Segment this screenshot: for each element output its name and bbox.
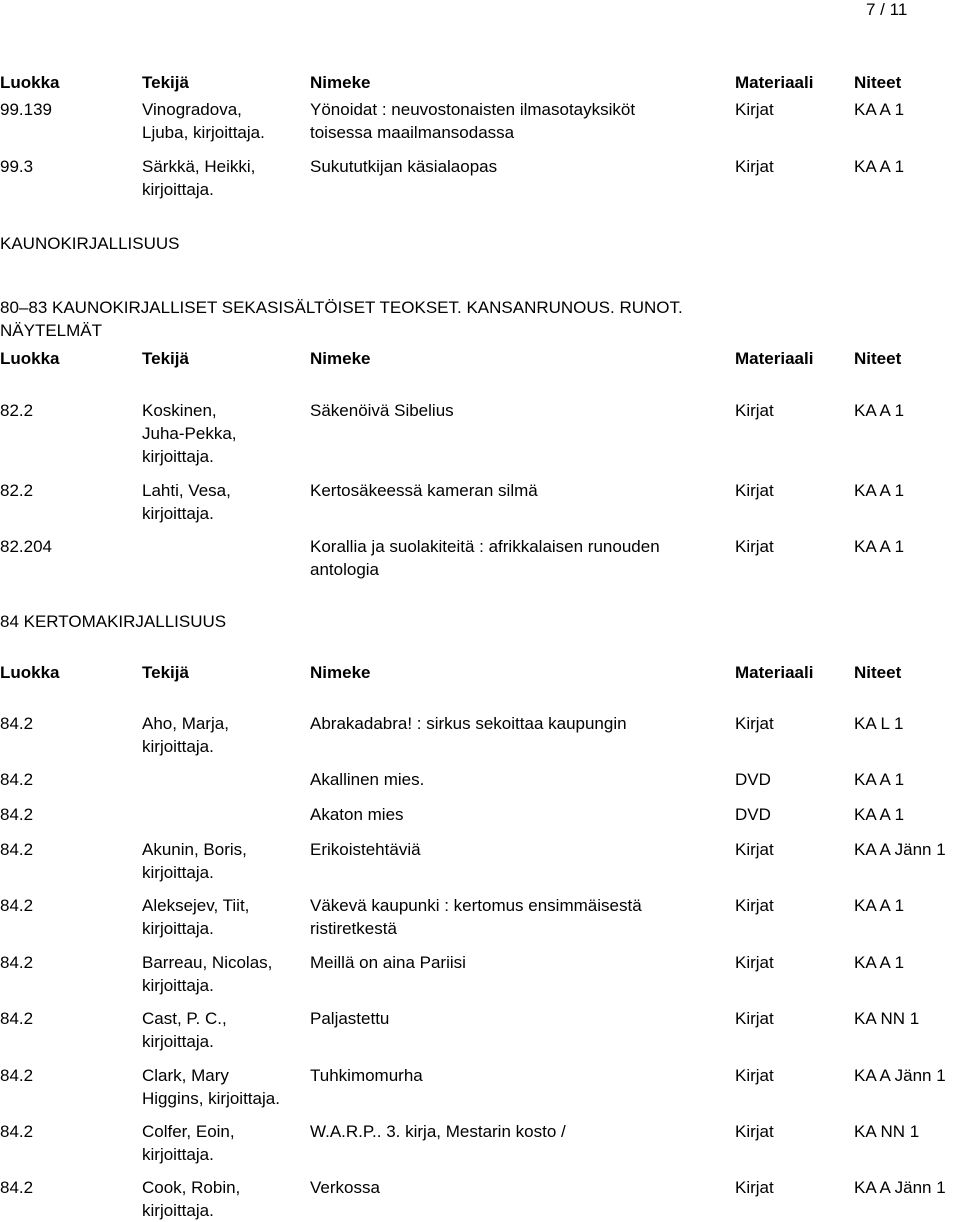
luokka-cell: 82.204 bbox=[0, 537, 52, 556]
header-luokka: Luokka bbox=[0, 73, 60, 92]
tekija-cell: Barreau, Nicolas, bbox=[142, 953, 273, 972]
niteet-cell: KA A 1 bbox=[854, 953, 905, 972]
nimeke-cell: Tuhkimomurha bbox=[310, 1066, 423, 1085]
niteet-cell: KA A 1 bbox=[854, 805, 905, 824]
niteet-cell: KA A 1 bbox=[854, 896, 905, 915]
materiaali-cell: Kirjat bbox=[735, 1066, 774, 1085]
header-materiaali: Materiaali bbox=[735, 349, 814, 368]
tekija-cell: kirjoittaja. bbox=[142, 447, 214, 466]
niteet-cell: KA A 1 bbox=[854, 100, 905, 119]
tekija-cell: kirjoittaja. bbox=[142, 1032, 214, 1051]
niteet-cell: KA A 1 bbox=[854, 770, 905, 789]
luokka-cell: 84.2 bbox=[0, 1066, 34, 1085]
tekija-cell: kirjoittaja. bbox=[142, 1145, 214, 1164]
materiaali-cell: Kirjat bbox=[735, 481, 774, 500]
materiaali-cell: DVD bbox=[735, 805, 771, 824]
luokka-cell: 84.2 bbox=[0, 840, 34, 859]
materiaali-cell: Kirjat bbox=[735, 840, 774, 859]
header-nimeke: Nimeke bbox=[310, 663, 371, 682]
tekija-cell: Cook, Robin, bbox=[142, 1178, 241, 1197]
section-heading: KAUNOKIRJALLISUUS bbox=[0, 234, 180, 253]
nimeke-cell: Abrakadabra! : sirkus sekoittaa kaupungin bbox=[310, 714, 627, 733]
nimeke-cell: Paljastettu bbox=[310, 1009, 390, 1028]
nimeke-cell: Kertosäkeessä kameran silmä bbox=[310, 481, 538, 500]
tekija-cell: kirjoittaja. bbox=[142, 863, 214, 882]
niteet-cell: KA L 1 bbox=[854, 714, 904, 733]
materiaali-cell: Kirjat bbox=[735, 157, 774, 176]
luokka-cell: 99.139 bbox=[0, 100, 52, 119]
nimeke-cell: Erikoistehtäviä bbox=[310, 840, 421, 859]
section-heading: 80–83 KAUNOKIRJALLISET SEKASISÄLTÖISET TEOKSET. KANSANRUNOUS. RUNOT. bbox=[0, 298, 683, 317]
niteet-cell: KA A Jänn 1 bbox=[854, 840, 946, 859]
materiaali-cell: Kirjat bbox=[735, 714, 774, 733]
tekija-cell: Akunin, Boris, bbox=[142, 840, 247, 859]
header-materiaali: Materiaali bbox=[735, 663, 814, 682]
header-tekija: Tekijä bbox=[142, 349, 189, 368]
tekija-cell: Lahti, Vesa, bbox=[142, 481, 231, 500]
header-luokka: Luokka bbox=[0, 663, 60, 682]
tekija-cell: Koskinen, bbox=[142, 401, 217, 420]
tekija-cell: Vinogradova, bbox=[142, 100, 242, 119]
tekija-cell: Cast, P. C., bbox=[142, 1009, 227, 1028]
materiaali-cell: Kirjat bbox=[735, 1178, 774, 1197]
materiaali-cell: Kirjat bbox=[735, 1009, 774, 1028]
nimeke-cell: Korallia ja suolakiteitä : afrikkalaisen runouden bbox=[310, 537, 660, 556]
header-niteet: Niteet bbox=[854, 663, 902, 682]
niteet-cell: KA NN 1 bbox=[854, 1122, 920, 1141]
tekija-cell: kirjoittaja. bbox=[142, 504, 214, 523]
luokka-cell: 84.2 bbox=[0, 896, 34, 915]
header-materiaali: Materiaali bbox=[735, 73, 814, 92]
nimeke-cell: ristiretkestä bbox=[310, 919, 397, 938]
luokka-cell: 84.2 bbox=[0, 1178, 34, 1197]
materiaali-cell: Kirjat bbox=[735, 537, 774, 556]
niteet-cell: KA A 1 bbox=[854, 157, 905, 176]
tekija-cell: kirjoittaja. bbox=[142, 976, 214, 995]
tekija-cell: kirjoittaja. bbox=[142, 919, 214, 938]
luokka-cell: 82.2 bbox=[0, 481, 34, 500]
luokka-cell: 84.2 bbox=[0, 770, 34, 789]
nimeke-cell: Säkenöivä Sibelius bbox=[310, 401, 454, 420]
tekija-cell: kirjoittaja. bbox=[142, 1201, 214, 1220]
page-number: 7 / 11 bbox=[866, 0, 908, 19]
header-niteet: Niteet bbox=[854, 73, 902, 92]
tekija-cell: Higgins, kirjoittaja. bbox=[142, 1089, 280, 1108]
nimeke-cell: W.A.R.P.. 3. kirja, Mestarin kosto / bbox=[310, 1122, 566, 1141]
materiaali-cell: DVD bbox=[735, 770, 771, 789]
tekija-cell: Clark, Mary bbox=[142, 1066, 229, 1085]
luokka-cell: 99.3 bbox=[0, 157, 34, 176]
header-tekija: Tekijä bbox=[142, 73, 189, 92]
tekija-cell: kirjoittaja. bbox=[142, 737, 214, 756]
section-heading: 84 KERTOMAKIRJALLISUUS bbox=[0, 612, 227, 631]
nimeke-cell: Yönoidat : neuvostonaisten ilmasotayksiköt bbox=[310, 100, 636, 119]
nimeke-cell: Meillä on aina Pariisi bbox=[310, 953, 466, 972]
materiaali-cell: Kirjat bbox=[735, 100, 774, 119]
niteet-cell: KA NN 1 bbox=[854, 1009, 920, 1028]
nimeke-cell: Verkossa bbox=[310, 1178, 380, 1197]
tekija-cell: Ljuba, kirjoittaja. bbox=[142, 123, 265, 142]
tekija-cell: Aleksejev, Tiit, bbox=[142, 896, 250, 915]
niteet-cell: KA A Jänn 1 bbox=[854, 1178, 946, 1197]
niteet-cell: KA A 1 bbox=[854, 481, 905, 500]
header-tekija: Tekijä bbox=[142, 663, 189, 682]
header-niteet: Niteet bbox=[854, 349, 902, 368]
luokka-cell: 84.2 bbox=[0, 953, 34, 972]
tekija-cell: Colfer, Eoin, bbox=[142, 1122, 235, 1141]
materiaali-cell: Kirjat bbox=[735, 896, 774, 915]
niteet-cell: KA A 1 bbox=[854, 537, 905, 556]
niteet-cell: KA A 1 bbox=[854, 401, 905, 420]
nimeke-cell: Akaton mies bbox=[310, 805, 404, 824]
tekija-cell: Aho, Marja, bbox=[142, 714, 229, 733]
tekija-cell: Särkkä, Heikki, bbox=[142, 157, 256, 176]
materiaali-cell: Kirjat bbox=[735, 1122, 774, 1141]
header-nimeke: Nimeke bbox=[310, 73, 371, 92]
luokka-cell: 82.2 bbox=[0, 401, 34, 420]
nimeke-cell: toisessa maailmansodassa bbox=[310, 123, 515, 142]
nimeke-cell: Sukututkijan käsialaopas bbox=[310, 157, 498, 176]
nimeke-cell: Akallinen mies. bbox=[310, 770, 425, 789]
luokka-cell: 84.2 bbox=[0, 714, 34, 733]
luokka-cell: 84.2 bbox=[0, 805, 34, 824]
materiaali-cell: Kirjat bbox=[735, 953, 774, 972]
header-luokka: Luokka bbox=[0, 349, 60, 368]
luokka-cell: 84.2 bbox=[0, 1122, 34, 1141]
materiaali-cell: Kirjat bbox=[735, 401, 774, 420]
header-nimeke: Nimeke bbox=[310, 349, 371, 368]
tekija-cell: Juha-Pekka, bbox=[142, 424, 237, 443]
niteet-cell: KA A Jänn 1 bbox=[854, 1066, 946, 1085]
nimeke-cell: Väkevä kaupunki : kertomus ensimmäisestä bbox=[310, 896, 642, 915]
nimeke-cell: antologia bbox=[310, 560, 380, 579]
luokka-cell: 84.2 bbox=[0, 1009, 34, 1028]
tekija-cell: kirjoittaja. bbox=[142, 180, 214, 199]
section-heading: NÄYTELMÄT bbox=[0, 321, 103, 340]
